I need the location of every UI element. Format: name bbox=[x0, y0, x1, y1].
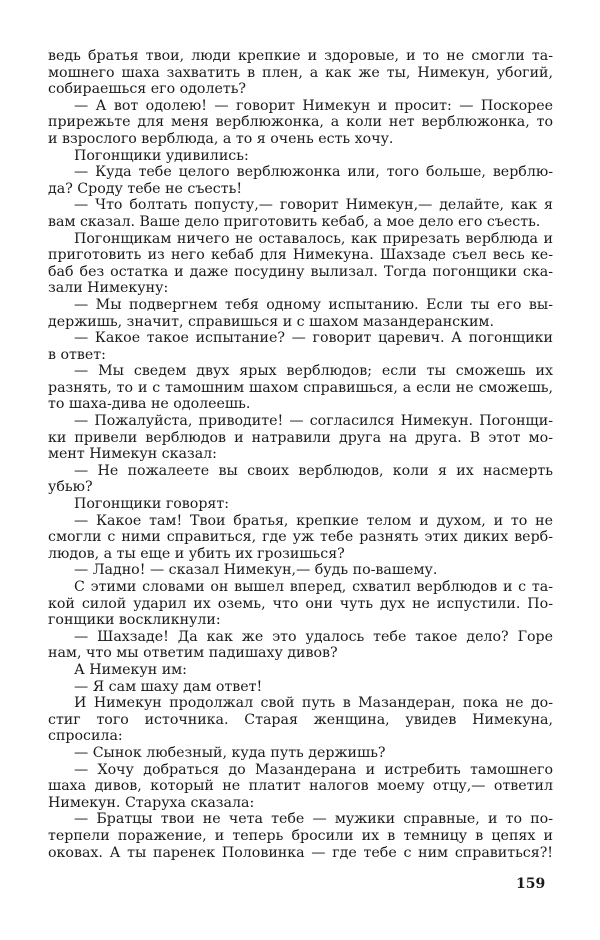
text-line: — Шахзаде! Да как же это удалось тебе такое дело? Горе bbox=[74, 628, 553, 645]
text-line: и взрослого верблюда, а то я очень есть хочу. bbox=[48, 130, 394, 147]
text-line: убью? bbox=[48, 479, 93, 496]
text-line: нам, что мы ответим падишаху дивов? bbox=[48, 645, 338, 662]
text-line: приготовить из него кебаб для Нимекуна. Шахзаде съел весь ке- bbox=[48, 247, 553, 264]
text-line: зали Нимекуну: bbox=[48, 280, 169, 297]
text-line: — Не пожалеете вы своих верблюдов, коли я их насмерть bbox=[74, 462, 553, 479]
text-line: держишь, значит, справишься и с шахом мазандеранским. bbox=[48, 313, 494, 330]
text-line: ки привели верблюдов и натравили друга на друга. В этот мо- bbox=[48, 429, 553, 446]
text-line: — Ладно! — сказал Нимекун,— будь по-вашему. bbox=[74, 562, 438, 579]
text-line: баб без остатка и даже посудину вылизал. Тогда погонщики ска- bbox=[48, 263, 553, 280]
text-line: Нимекун. Старуха сказала: bbox=[48, 794, 255, 811]
text-line: Погонщики удивились: bbox=[74, 147, 249, 164]
text-line: в ответ: bbox=[48, 346, 106, 363]
text-line: мошнего шаха захватить в плен, а как же ты, Нимекун, убогий, bbox=[48, 64, 553, 81]
text-line: гонщики воскликнули: bbox=[48, 612, 221, 629]
text-line: спросила: bbox=[48, 728, 123, 745]
text-line: смогли с ними справиться, где уж тебе разнять этих диких верб- bbox=[48, 529, 553, 546]
text-line: — Я сам шаху дам ответ! bbox=[74, 678, 263, 695]
text-line: — Мы подвергнем тебя одному испытанию. Если ты его вы- bbox=[74, 296, 553, 313]
text-line: терпели поражение, и теперь бросили их в темницу в цепях и bbox=[48, 827, 553, 844]
text-line: — Хочу добраться до Мазандерана и истребить тамошнего bbox=[74, 761, 553, 778]
text-line: прирежьте для меня верблюжонка, а коли нет верблюжонка, то bbox=[48, 114, 553, 131]
text-line: И Нимекун продолжал свой путь в Мазандеран, пока не до- bbox=[74, 695, 553, 712]
text-line: оковах. А ты паренек Половинка — где тебе с ним справиться?! bbox=[48, 844, 553, 861]
text-line: — Какое там! Твои братья, крепкие телом и духом, и то не bbox=[74, 512, 553, 529]
text-line: — А вот одолею! — говорит Нимекун и просит: — Поскорее bbox=[74, 97, 553, 114]
text-line: ведь братья твои, люди крепкие и здоровые, и то не смогли та- bbox=[48, 48, 553, 64]
text-line: А Нимекун им: bbox=[74, 661, 187, 678]
text-line: кой силой ударил их оземь, что они чуть дух не испустили. По- bbox=[48, 595, 553, 612]
text-line: шаха дивов, который не платит налогов моему отцу,— ответил bbox=[48, 778, 553, 795]
text-line: то шаха-дива не одолеешь. bbox=[48, 396, 251, 413]
text-line: собираешься его одолеть? bbox=[48, 81, 247, 98]
text-line: Погонщикам ничего не оставалось, как прирезать верблюда и bbox=[74, 230, 553, 247]
text-line: — Что болтать попусту,— говорит Нимекун,— делайте, как я bbox=[74, 197, 553, 214]
text-line: — Братцы твои не чета тебе — мужики справные, и то по- bbox=[74, 811, 553, 828]
text-line: людов, а ты еще и убить их грозишься? bbox=[48, 545, 345, 562]
text-line: — Мы сведем двух ярых верблюдов; если ты сможешь их bbox=[74, 363, 553, 380]
text-line: стиг того источника. Старая женщина, увидев Нимекуна, bbox=[48, 711, 553, 728]
page-number: 159 bbox=[516, 876, 546, 892]
text-line: — Пожалуйста, приводите! — согласился Нимекун. Погонщи- bbox=[74, 413, 553, 430]
page-body-text bbox=[48, 48, 553, 861]
text-line: да? Сроду тебе не съесть! bbox=[48, 180, 243, 197]
text-line: С этими словами он вышел вперед, схватил верблюдов и с та- bbox=[74, 579, 553, 595]
text-line: мент Нимекун сказал: bbox=[48, 446, 217, 463]
text-line: — Какое такое испытание? — говорит царевич. А погонщики bbox=[74, 330, 553, 347]
text-line: — Сынок любезный, куда путь держишь? bbox=[74, 744, 386, 761]
text-line: разнять, то и с тамошним шахом справишься, а если не сможешь, bbox=[48, 379, 553, 396]
text-line: Погонщики говорят: bbox=[74, 496, 229, 513]
text-line: — Куда тебе целого верблюжонка или, того больше, верблю- bbox=[74, 164, 553, 181]
text-line: вам сказал. Ваше дело приготовить кебаб, а мое дело его съесть. bbox=[48, 213, 541, 230]
